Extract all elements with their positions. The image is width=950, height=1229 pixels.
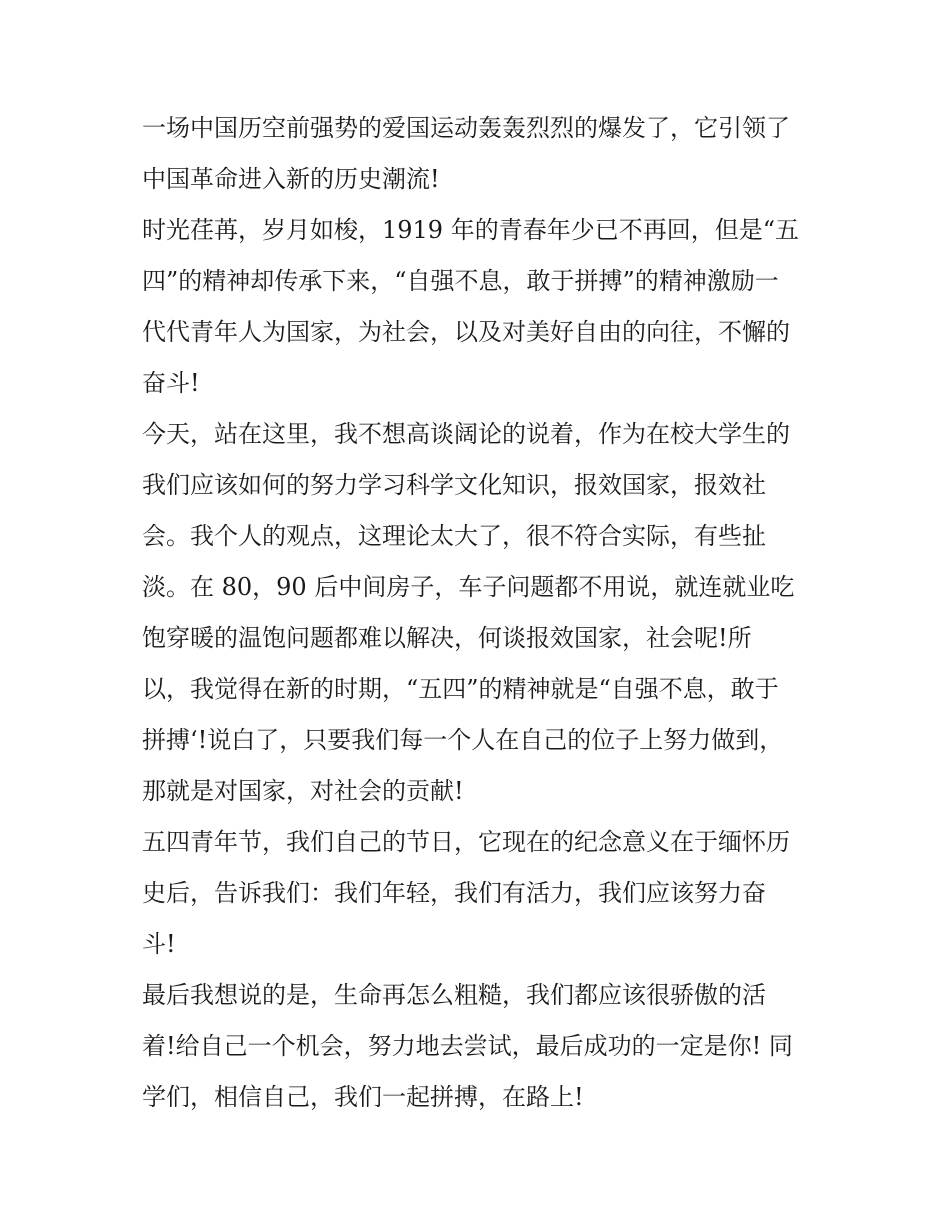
text-line: 代代青年人为国家，为社会，以及对美好自由的向往，不懈的 <box>142 318 790 346</box>
text-line: 史后，告诉我们：我们年轻，我们有活力，我们应该努力奋 <box>142 879 766 907</box>
text-line: 以，我觉得在新的时期，“五四”的精神就是“自强不息，敢于 <box>142 675 779 703</box>
text-line: 今天，站在这里，我不想高谈阔论的说着，作为在校大学生的 <box>142 420 790 448</box>
text-line: 四”的精神却传承下来，“自强不息，敢于拼搏”的精神激励一 <box>142 267 779 295</box>
text-line: 着!给自己一个机会，努力地去尝试，最后成功的一定是你! 同 <box>142 1032 793 1060</box>
text-line: 淡。在 80，90 后中间房子，车子问题都不用说，就连就业吃 <box>142 573 795 601</box>
text-line: 我们应该如何的努力学习科学文化知识，报效国家，报效社 <box>142 471 766 499</box>
document-body <box>142 103 822 1123</box>
text-line: 那就是对国家，对社会的贡献! <box>142 777 464 805</box>
text-line: 学们，相信自己，我们一起拼搏，在路上! <box>142 1083 584 1111</box>
text-line: 最后我想说的是，生命再怎么粗糙，我们都应该很骄傲的活 <box>142 981 766 1009</box>
text-line: 一场中国历空前强势的爱国运动轰轰烈烈的爆发了，它引领了 <box>142 114 790 142</box>
text-line: 斗! <box>142 930 176 958</box>
text-line: 拼搏‘!说白了，只要我们每一个人在自己的位子上努力做到， <box>142 726 784 754</box>
text-line: 饱穿暖的温饱问题都难以解决，何谈报效国家，社会呢!所 <box>142 624 752 652</box>
text-line: 时光荏苒，岁月如梭，1919 年的青春年少已不再回，但是“五 <box>142 216 799 244</box>
text-line: 奋斗! <box>142 369 200 397</box>
text-line: 中国革命进入新的历史潮流! <box>142 165 440 193</box>
text-line: 会。我个人的观点，这理论太大了，很不符合实际，有些扯 <box>142 522 766 550</box>
text-line: 五四青年节，我们自己的节日，它现在的纪念意义在于缅怀历 <box>142 828 790 856</box>
